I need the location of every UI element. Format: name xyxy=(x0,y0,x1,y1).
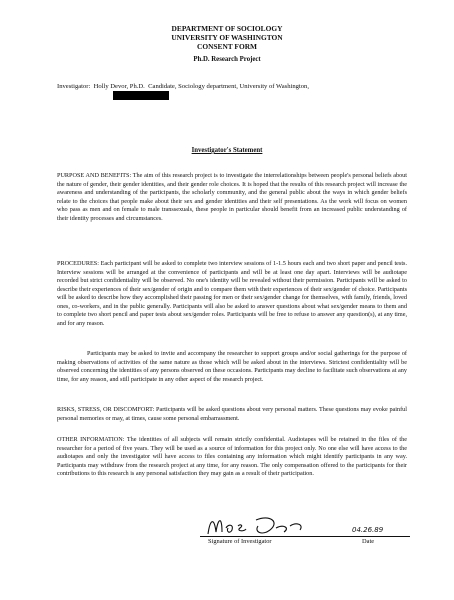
signature-line xyxy=(200,536,410,537)
social-gatherings-paragraph: Participants may be asked to invite and accompany the researcher to support groups and/or social gatherings for the purpose of making observations of activities of the same nature as those which will be asked about in the interviews. Strictest confidentiality will be observed concerning the identities of any persons observed on these occasions. Participants may decline to facilitate such observations at any time, for any reason, and still participate in any other aspect of the research project. xyxy=(57,350,407,383)
investigator-details: Candidate, Sociology department, University of Washington, xyxy=(148,83,309,90)
date-label: Date xyxy=(362,538,375,545)
document-header xyxy=(0,24,454,51)
signature-area xyxy=(200,510,420,550)
department-title: DEPARTMENT OF SOCIOLOGY xyxy=(171,24,283,33)
investigator-name: Holly Devor, Ph.D. xyxy=(93,83,145,90)
purpose-paragraph: PURPOSE AND BENEFITS: The aim of this research project is to investigate the interrelationships between people's personal beliefs about the nature of gender, their gender identities, and their gender role choices. It is hoped that the results of this research project will increase the awareness and understanding of the participants, the scholarly community, and the general public about the ways in which gender beliefs relate to the choices that people make about their sex and gender identities and their self presentations. As the work will focus on women who pass as men and on female to male transsexuals, these people in particular should benefit from an increased public understanding of their identity processes and circumstances. xyxy=(57,172,407,222)
form-title: CONSENT FORM xyxy=(196,42,258,51)
project-type: Ph.D. Research Project xyxy=(193,56,261,63)
signature-label: Signature of Investigator xyxy=(208,538,272,545)
investigator-line xyxy=(57,82,417,100)
investigator-label: Investigator: xyxy=(57,83,91,90)
risks-paragraph: RISKS, STRESS, OR DISCOMFORT: Participants will be asked questions about very personal matters. These questions may evoke painful personal memories or may, at times, cause some personal embarrassment. xyxy=(57,406,407,422)
statement-heading: Investigator's Statement xyxy=(191,147,263,154)
signature-date-value: 04.26.89 xyxy=(352,526,384,534)
other-information-paragraph: OTHER INFORMATION: The identities of all subjects will remain strictly confidential. Audiotapes will be retained in the files of the researcher for a period of five years. They will be used as a source of information for this project only. No one else will have access to the audiotapes and only the investigator will have access to files containing any information which might identify participants in any way. Participants may withdraw from the research project at any time, for any reason. The only compensation offered to the participants for their contributions to this research is any personal satisfaction they may gain as a result of their participation. xyxy=(57,436,407,478)
university-title: UNIVERSITY OF WASHINGTON xyxy=(171,33,283,42)
redaction-block xyxy=(113,91,169,100)
procedures-paragraph: PROCEDURES: Each participant will be asked to complete two interview sessions of 1-1.5 hours each and two short paper and pencil tests. Interview sessions will be arranged at the convenience of participants and will be at least one day apart. Interviews will be audiotape recorded but strict confidentiality will be observed. No one's identity will be revealed without their permission. Participants will be asked to describe their experiences of their sex/gender of origin and to compare them with their experiences of their sex/gender of choice. Participants will be asked to describe how they accomplished their passing for men or their sex/gender change for themselves, with family, friends, loved ones, co-workers, and in the public generally. Participants will also be asked to answer questions about what sex/gender means to them and to complete two short pencil and paper tests about sex/gender roles. Participants will be free to refuse to answer any question(s), at any time, and for any reason. xyxy=(57,260,407,327)
